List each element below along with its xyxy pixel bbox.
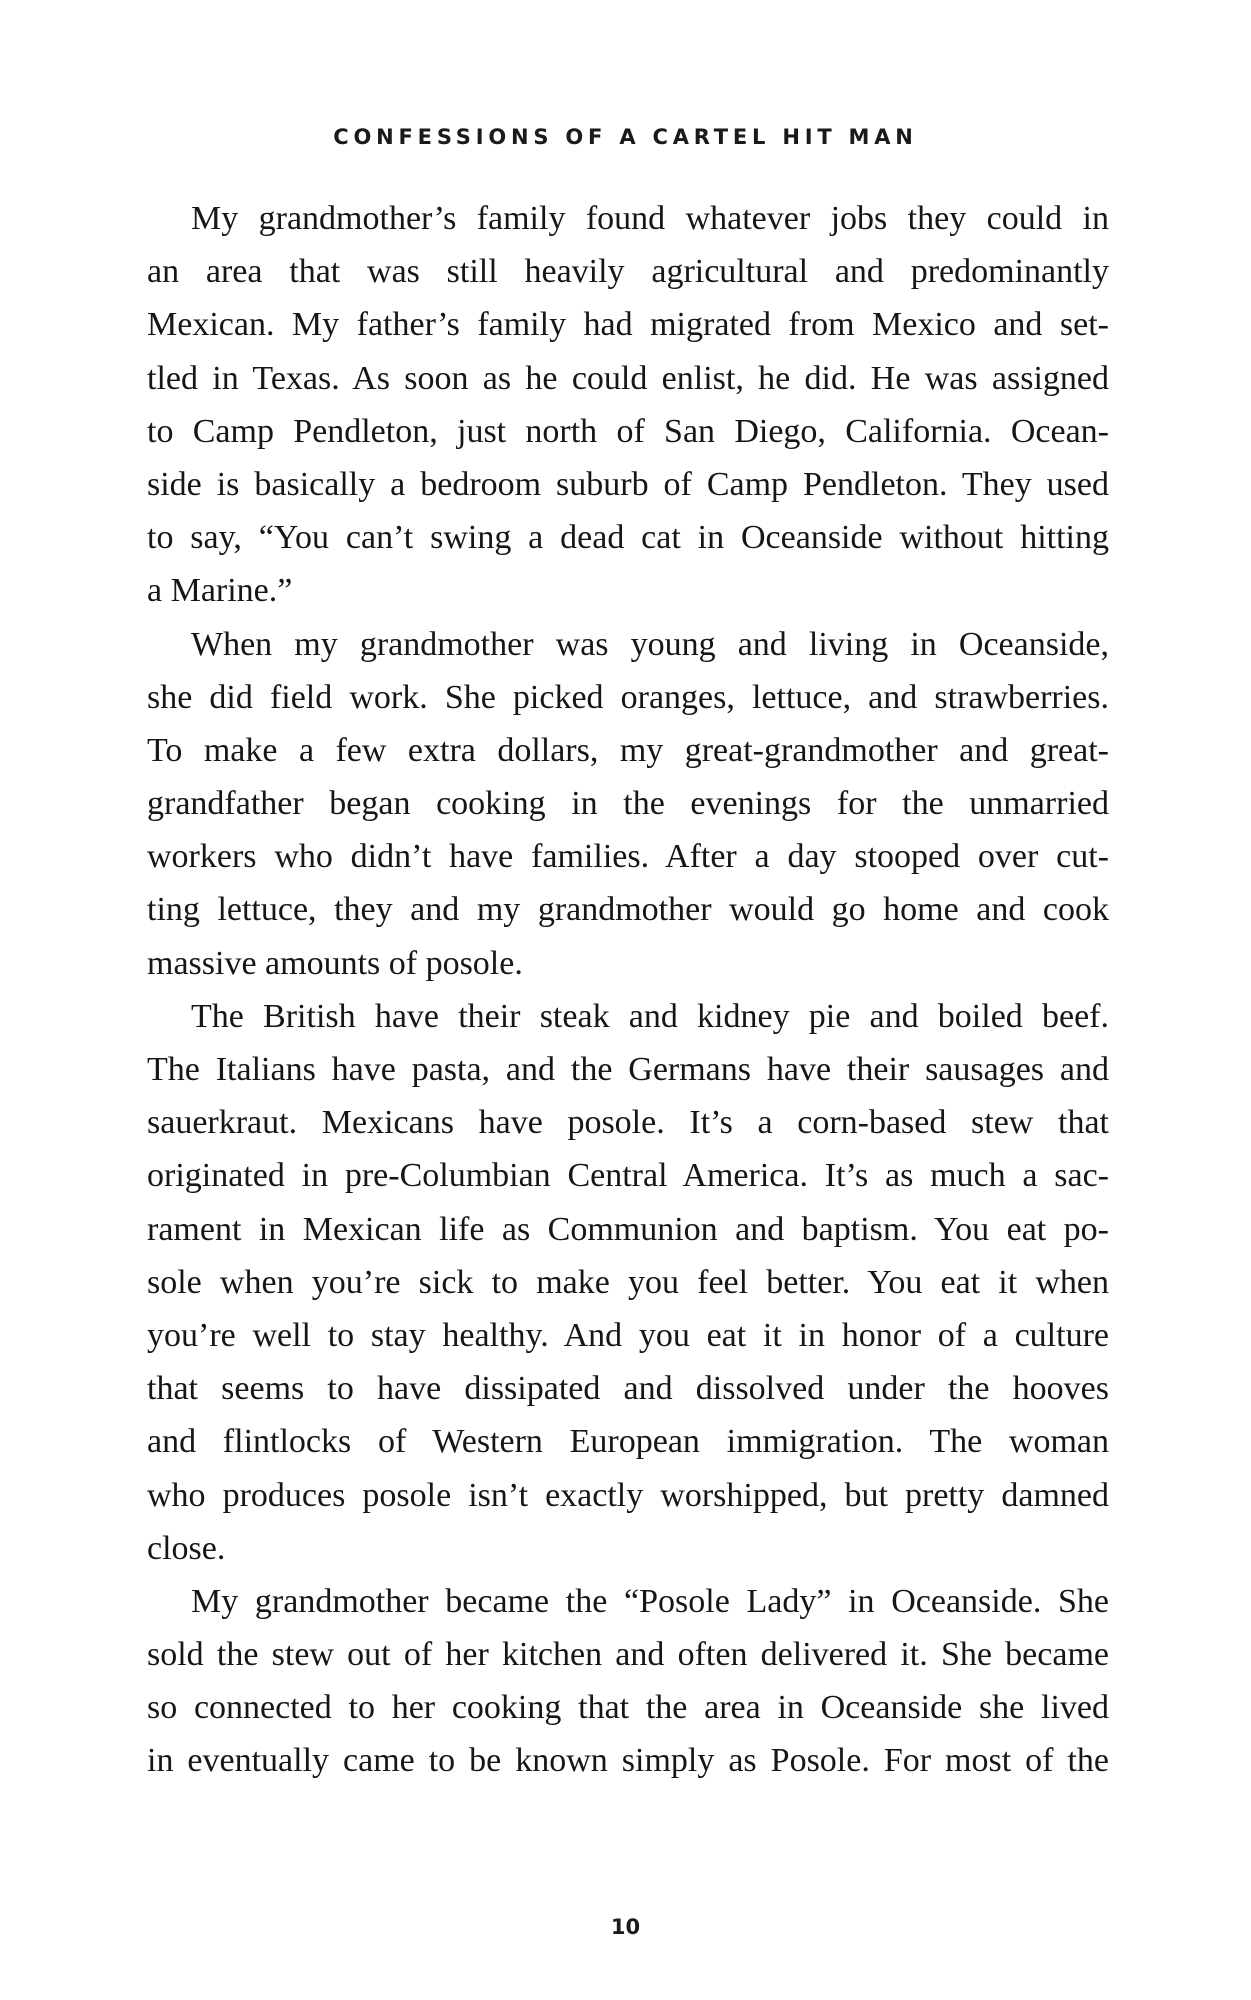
paragraph-3-line-7: you’re well to stay healthy. And you eat it in honor of a culture [147, 1316, 1109, 1354]
paragraph-3-line-3: sauerkraut. Mexicans have posole. It’s a corn-based stew that [147, 1104, 1109, 1142]
paragraph-3-line-5: rament in Mexican life as Communion and baptism. You eat po- [147, 1210, 1109, 1248]
paragraph-1-line-3: Mexican. My father’s family had migrated from Mexico and set- [147, 306, 1109, 344]
paragraph-3-line-4: originated in pre-Columbian Central America. It’s as much a sac- [147, 1157, 1109, 1195]
paragraph-3-line-9: and flintlocks of Western European immigration. The woman [147, 1423, 1109, 1461]
paragraph-1-line-8: a Marine.” [147, 572, 293, 610]
paragraph-3-line-1: The British have their steak and kidney pie and boiled beef. [191, 997, 1109, 1035]
running-head: CONFESSIONS OF A CARTEL HIT MAN [333, 125, 918, 149]
paragraph-2-line-5: workers who didn’t have families. After a day stooped over cut- [147, 838, 1109, 876]
paragraph-2-line-1: When my grandmother was young and living in Oceanside, [191, 625, 1109, 663]
paragraph-1-line-7: to say, “You can’t swing a dead cat in Oceanside without hitting [147, 519, 1109, 557]
paragraph-3-line-2: The Italians have pasta, and the Germans have their sausages and [147, 1051, 1109, 1088]
paragraph-2-line-7: massive amounts of posole. [147, 944, 523, 982]
paragraph-1-line-1: My grandmother’s family found whatever jobs they could in [191, 200, 1109, 237]
paragraph-1-line-6: side is basically a bedroom suburb of Camp Pendleton. They used [147, 465, 1109, 503]
paragraph-3-line-11: close. [147, 1529, 226, 1567]
paragraph-1-line-2: an area that was still heavily agricultural and predominantly [147, 253, 1109, 291]
body-text [147, 192, 1109, 1788]
paragraph-2-line-6: ting lettuce, they and my grandmother would go home and cook [147, 891, 1109, 929]
page-number: 10 [610, 1915, 641, 1939]
paragraph-2-line-2: she did field work. She picked oranges, lettuce, and strawberries. [147, 678, 1109, 716]
paragraph-2-line-3: To make a few extra dollars, my great-grandmother and great- [147, 731, 1109, 769]
paragraph-1-line-5: to Camp Pendleton, just north of San Diego, California. Ocean- [147, 412, 1109, 450]
paragraph-2-line-4: grandfather began cooking in the evenings for the unmarried [147, 785, 1109, 823]
paragraph-4-line-1: My grandmother became the “Posole Lady” in Oceanside. She [191, 1582, 1109, 1620]
paragraph-4-line-2: sold the stew out of her kitchen and often delivered it. She became [147, 1636, 1109, 1674]
paragraph-4-line-3: so connected to her cooking that the area in Oceanside she lived [147, 1689, 1109, 1727]
paragraph-4-line-4: in eventually came to be known simply as Posole. For most of the [147, 1742, 1109, 1780]
paragraph-3-line-10: who produces posole isn’t exactly worshipped, but pretty damned [147, 1476, 1109, 1514]
paragraph-3-line-8: that seems to have dissipated and dissolved under the hooves [147, 1370, 1109, 1408]
paragraph-3-line-6: sole when you’re sick to make you feel better. You eat it when [147, 1263, 1109, 1301]
paragraph-1-line-4: tled in Texas. As soon as he could enlist, he did. He was assigned [147, 359, 1109, 397]
